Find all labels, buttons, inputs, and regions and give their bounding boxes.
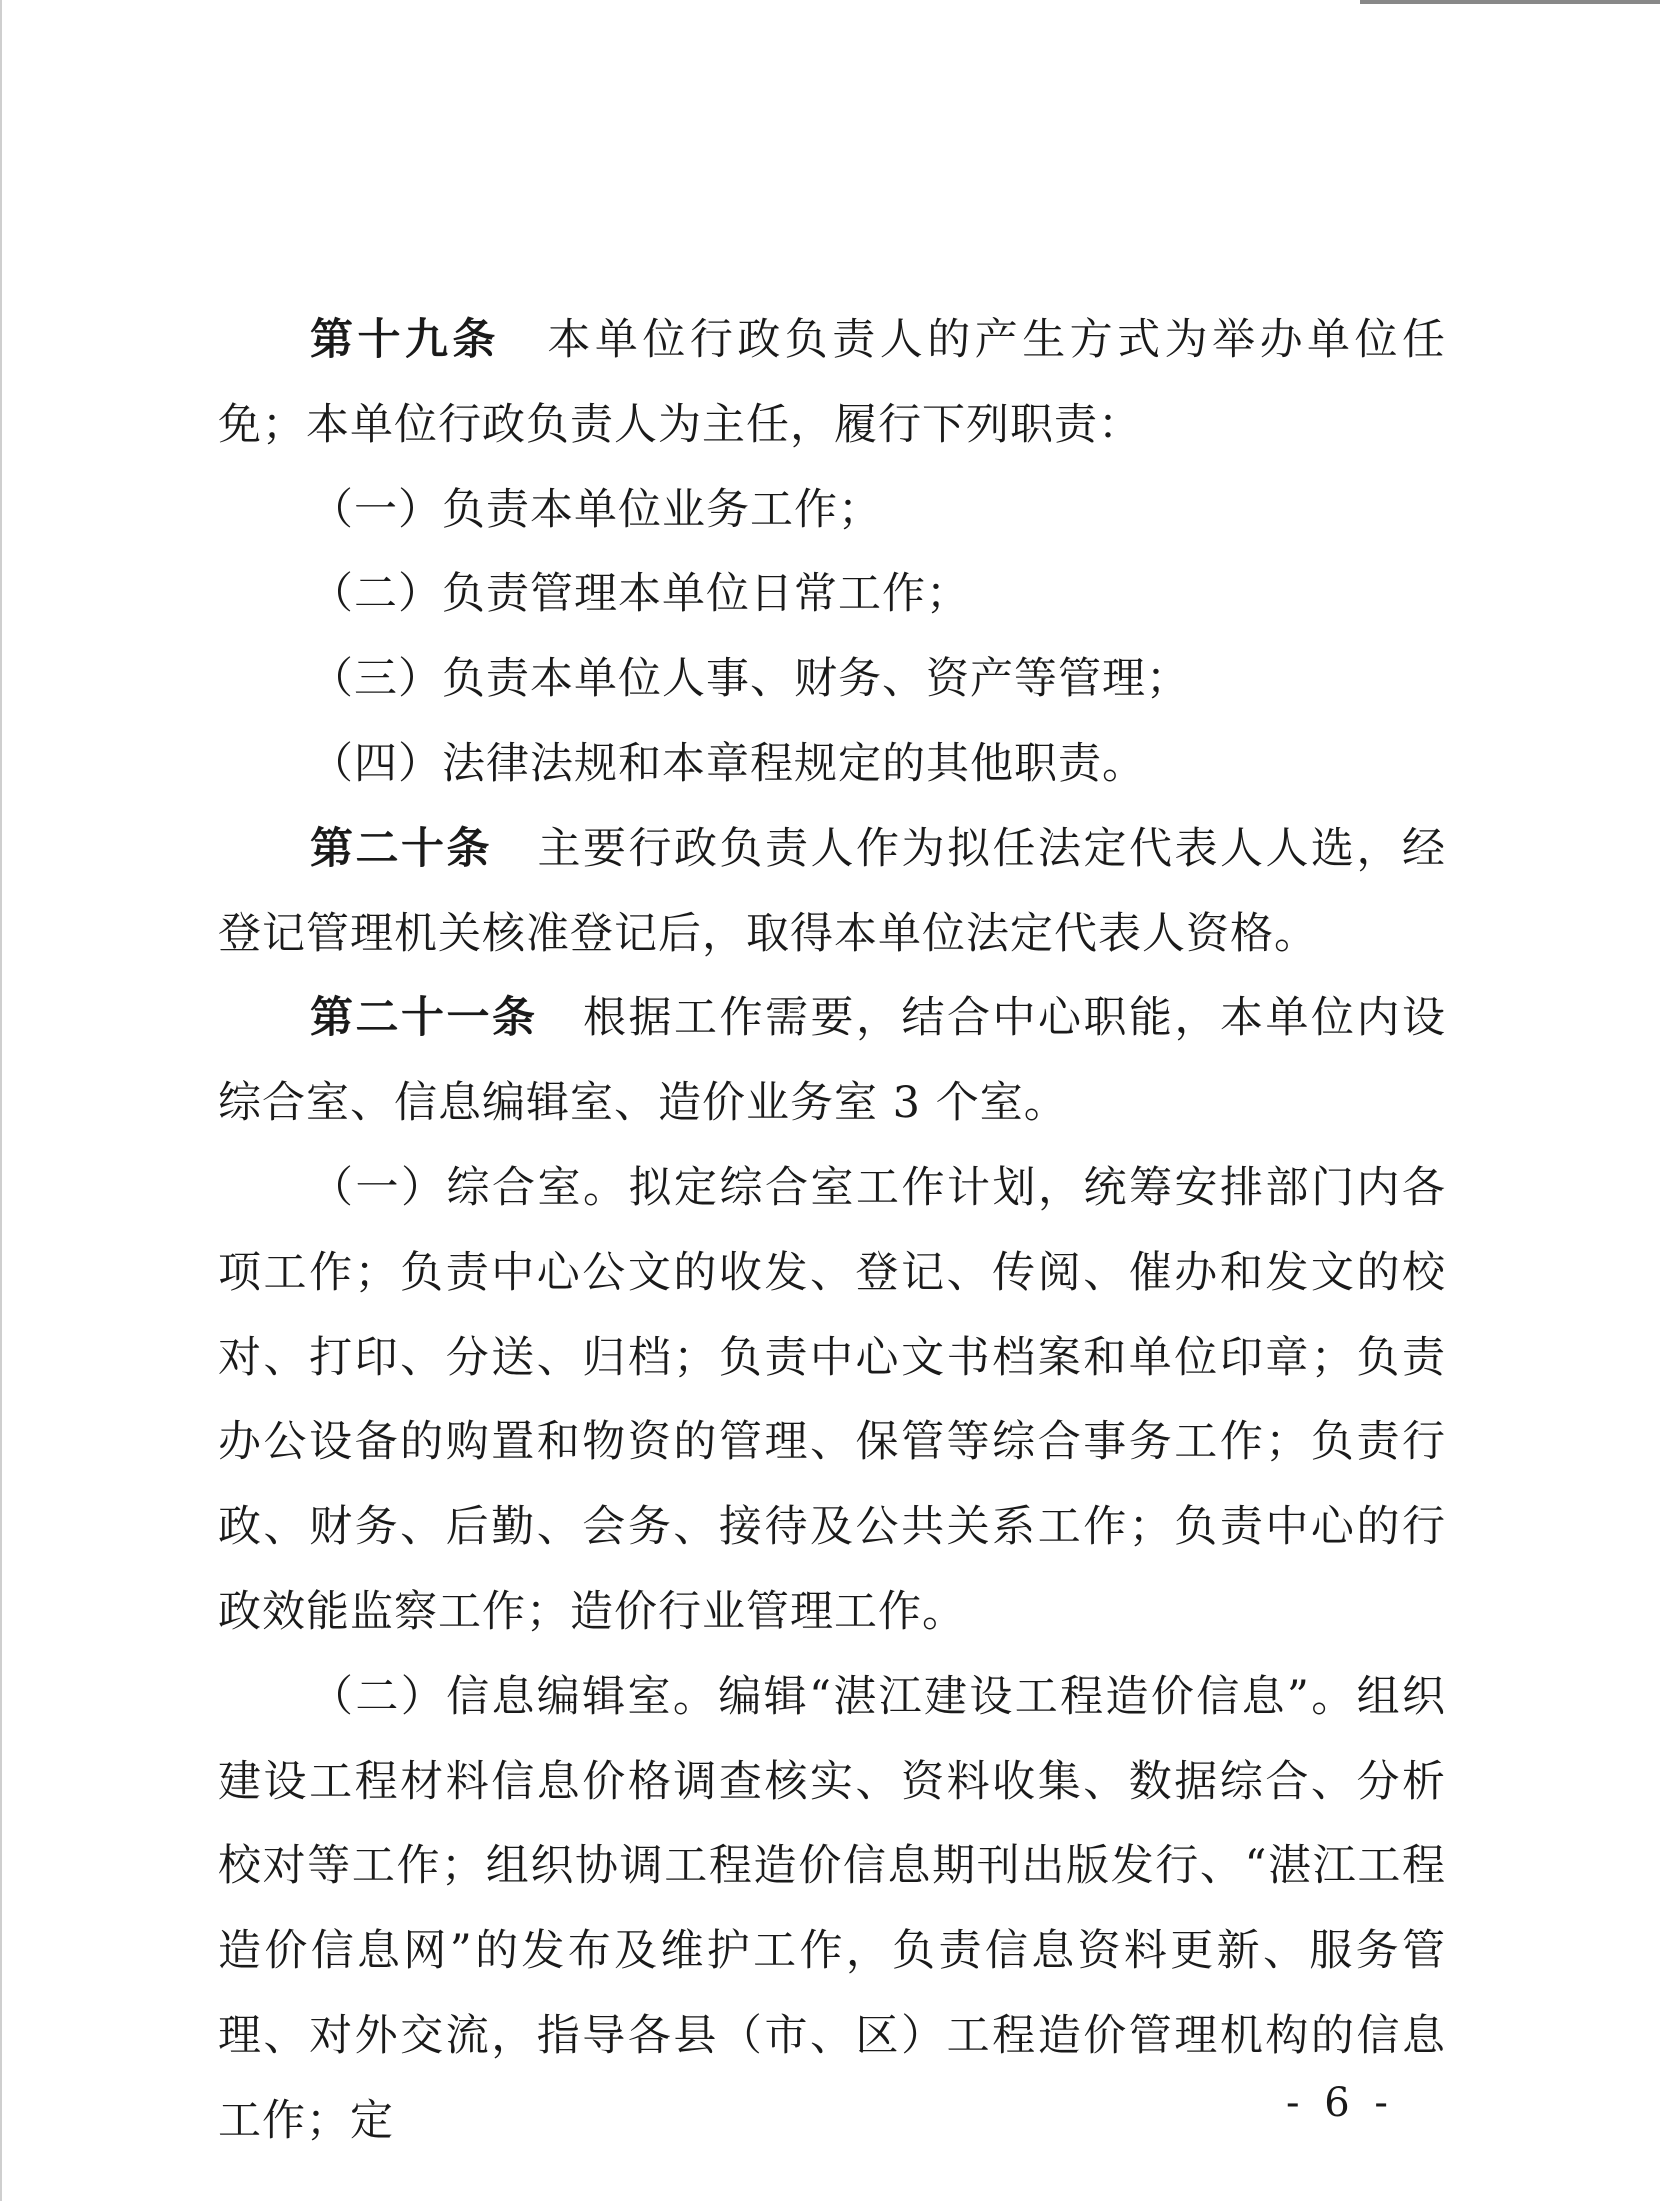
list-item: [218, 722, 1446, 807]
page-number: - 6 -: [1286, 2080, 1394, 2126]
article-heading: 第二十一条: [310, 993, 538, 1044]
list-item: [218, 637, 1446, 722]
paragraph-text: （二）负责管理本单位日常工作；: [310, 569, 970, 620]
document-body: [218, 298, 1446, 2164]
paragraph-article-21: [218, 976, 1446, 1146]
paragraph-text: （三）负责本单位人事、财务、资产等管理；: [310, 654, 1190, 705]
paragraph-text: 根据工作需要，结合中心职能，本单位内设综合室、信息编辑室、造价业务室 3 个室。: [218, 993, 1446, 1129]
scan-edge: [0, 0, 2, 2201]
paragraph-text: （一）综合室。拟定综合室工作计划，统筹安排部门内各项工作；负责中心公文的收发、登记、传阅、催办和发文的校对、打印、分送、归档；负责中心文书档案和单位印章；负责办公设备的购置和物资的管理、保管等综合事务工作；负责行政、财务、后勤、会务、接待及公共关系工作；负责中心的行政效能监察工作；造价行业管理工作。: [218, 1162, 1446, 1637]
paragraph-article-19: [218, 298, 1446, 468]
article-heading: 第十九条: [310, 315, 500, 365]
paragraph-text: 本单位行政负责人的产生方式为举办单位任免；本单位行政负责人为主任，履行下列职责：: [218, 315, 1447, 450]
paragraph-article-20: [218, 807, 1446, 977]
paragraph-text: 主要行政负责人作为拟任法定代表人人选，经登记管理机关核准登记后，取得本单位法定代表人资格。: [218, 823, 1446, 959]
paragraph-text: （四）法律法规和本章程规定的其他职责。: [310, 738, 1146, 789]
list-item: [218, 468, 1446, 553]
article-heading: 第二十条: [310, 823, 492, 874]
scan-mark: [1360, 0, 1660, 4]
paragraph-text: （一）负责本单位业务工作；: [310, 484, 882, 535]
list-item: [218, 1655, 1446, 2164]
list-item: [218, 552, 1446, 637]
list-item: [218, 1146, 1446, 1655]
paragraph-text: （二）信息编辑室。编辑“湛江建设工程造价信息”。组织建设工程材料信息价格调查核实、资料收集、数据综合、分析校对等工作；组织协调工程造价信息期刊出版发行、“湛江工程造价信息网”的发布及维护工作，负责信息资料更新、服务管理、对外交流，指导各县（市、区）工程造价管理机构的信息工作；定: [218, 1671, 1446, 2146]
